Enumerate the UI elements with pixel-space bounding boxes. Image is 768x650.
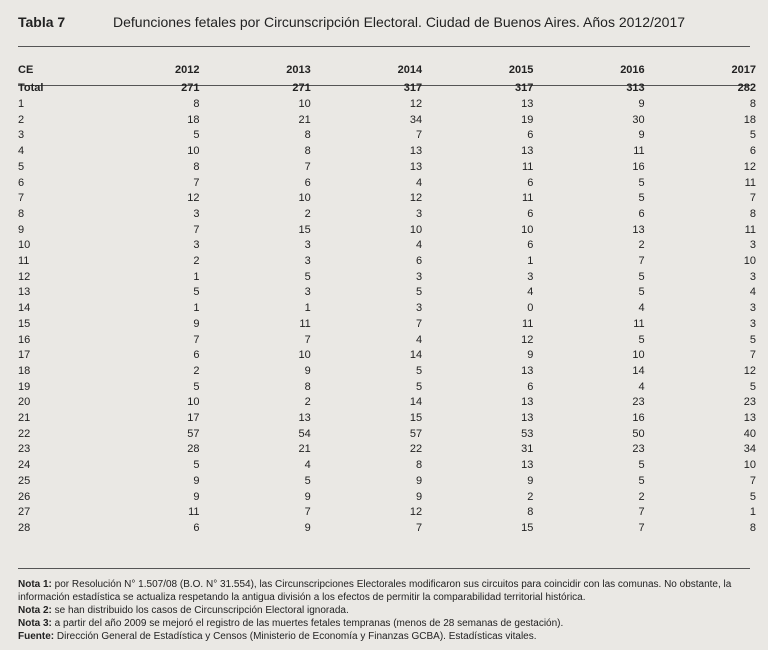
table-cell: 8 bbox=[193, 160, 200, 173]
table-cell: 28 bbox=[187, 443, 200, 456]
table-cell: 5 bbox=[638, 286, 645, 299]
column-header-ce: CE bbox=[18, 64, 34, 76]
table-cell: 11 bbox=[633, 145, 645, 158]
table-cell: 10 bbox=[298, 192, 311, 205]
table-cell: 10 bbox=[632, 349, 645, 362]
column-header-year: 2013 bbox=[286, 64, 311, 76]
table-row bbox=[18, 176, 756, 192]
table-cell: 5 bbox=[638, 176, 645, 189]
table-cell: 23 bbox=[632, 443, 645, 456]
table-cell: 2 bbox=[304, 396, 311, 409]
table-cell: 10 bbox=[187, 145, 200, 158]
table-cell: 11 bbox=[521, 192, 534, 205]
table-row bbox=[18, 521, 756, 537]
note-item bbox=[18, 604, 750, 617]
table-cell: 5 bbox=[193, 380, 200, 393]
table-cell: 6 bbox=[527, 129, 534, 142]
table-row bbox=[18, 395, 756, 411]
table-cell: 11 bbox=[521, 317, 534, 330]
table-cell: 13 bbox=[409, 160, 423, 173]
table-cell: 16 bbox=[632, 412, 645, 425]
row-label: 15 bbox=[18, 317, 31, 330]
row-label: 7 bbox=[18, 192, 25, 205]
table-cell: 7 bbox=[415, 521, 423, 534]
column-header-year: 2015 bbox=[508, 64, 534, 76]
table-cell: 3 bbox=[749, 270, 756, 283]
note-text: por Resolución N° 1.507/08 (B.O. N° 31.554), las Circunscripciones Electorales modificaron sus circuitos para coincidir con las comunas. No obstante, la información estadística se actualiza respetando la antigua división a los efectos de permitir la comparabilidad territorial histórica. bbox=[18, 579, 732, 603]
table-cell: 23 bbox=[632, 396, 645, 409]
table-cell: 317 bbox=[403, 81, 423, 94]
table-cell: 3 bbox=[304, 239, 311, 252]
table-cell: 5 bbox=[749, 380, 756, 393]
table-cell: 8 bbox=[749, 207, 756, 220]
row-label: 21 bbox=[18, 412, 31, 425]
table-cell: 8 bbox=[749, 98, 756, 110]
table-cell: 10 bbox=[743, 459, 756, 472]
row-label: 17 bbox=[18, 349, 31, 362]
table-cell: 7 bbox=[638, 521, 645, 534]
table-cell: 8 bbox=[193, 98, 200, 110]
row-label: 20 bbox=[18, 396, 31, 409]
table-cell: 3 bbox=[304, 255, 311, 268]
row-label: 18 bbox=[18, 364, 31, 377]
table-cell: 3 bbox=[749, 317, 756, 330]
table-cell: 12 bbox=[743, 364, 756, 377]
table-cell: 57 bbox=[409, 427, 423, 440]
table-cell: 1 bbox=[749, 506, 756, 519]
data-table bbox=[18, 60, 756, 537]
table-cell: 2 bbox=[638, 239, 645, 252]
table-row bbox=[18, 333, 756, 349]
table-cell: 6 bbox=[527, 239, 534, 252]
table-cell: 3 bbox=[415, 270, 423, 283]
table-row bbox=[18, 144, 756, 160]
table-cell: 11 bbox=[521, 160, 534, 173]
table-cell: 11 bbox=[744, 223, 756, 236]
table-cell: 12 bbox=[743, 160, 756, 173]
row-label: 5 bbox=[18, 160, 25, 173]
row-label: 8 bbox=[18, 207, 25, 220]
table-cell: 10 bbox=[298, 98, 311, 110]
table-cell: 10 bbox=[187, 396, 200, 409]
table-cell: 50 bbox=[632, 427, 645, 440]
table-cell: 9 bbox=[193, 317, 200, 330]
table-cell: 13 bbox=[632, 223, 645, 236]
table-cell: 53 bbox=[521, 427, 534, 440]
table-row bbox=[18, 458, 756, 474]
table-cell: 271 bbox=[292, 81, 311, 94]
table-cell: 6 bbox=[638, 207, 645, 220]
table-cell: 30 bbox=[632, 113, 645, 126]
table-cell: 12 bbox=[521, 333, 534, 346]
table-cell: 18 bbox=[187, 113, 200, 126]
table-cell: 2 bbox=[193, 364, 200, 377]
table-cell: 5 bbox=[638, 270, 645, 283]
table-cell: 13 bbox=[743, 412, 756, 425]
table-cell: 11 bbox=[633, 317, 645, 330]
table-cell: 1 bbox=[193, 302, 200, 315]
table-cell: 8 bbox=[415, 459, 423, 472]
table-cell: 7 bbox=[415, 129, 423, 142]
table-row bbox=[18, 301, 756, 317]
table-cell: 2 bbox=[193, 255, 200, 268]
table-row bbox=[18, 474, 756, 490]
table-row bbox=[18, 348, 756, 364]
table-cell: 317 bbox=[515, 81, 534, 94]
row-label: Total bbox=[18, 81, 44, 94]
table-cell: 13 bbox=[409, 145, 423, 158]
table-cell: 4 bbox=[415, 333, 423, 346]
table-cell: 14 bbox=[632, 364, 645, 377]
table-cell: 3 bbox=[304, 286, 311, 299]
row-label: 2 bbox=[18, 113, 25, 126]
table-row bbox=[18, 442, 756, 458]
note-item bbox=[18, 578, 750, 604]
table-row bbox=[18, 380, 756, 396]
table-cell: 34 bbox=[743, 443, 756, 456]
note-item bbox=[18, 630, 750, 643]
table-cell: 7 bbox=[415, 317, 423, 330]
table-cell: 6 bbox=[193, 521, 200, 534]
table-cell: 14 bbox=[409, 396, 423, 409]
table-cell: 8 bbox=[304, 129, 311, 142]
table-cell: 9 bbox=[415, 490, 423, 503]
table-cell: 5 bbox=[638, 192, 645, 205]
table-cell: 7 bbox=[749, 349, 756, 362]
column-header-year: 2017 bbox=[731, 64, 756, 76]
note-label: Fuente: bbox=[18, 631, 55, 642]
table-cell: 282 bbox=[737, 81, 756, 94]
table-cell: 9 bbox=[193, 474, 200, 487]
table-cell: 6 bbox=[527, 207, 534, 220]
row-label: 16 bbox=[18, 333, 31, 346]
table-cell: 8 bbox=[527, 506, 534, 519]
table-row bbox=[18, 113, 756, 129]
table-cell: 3 bbox=[193, 239, 200, 252]
table-row bbox=[18, 490, 756, 506]
table-cell: 6 bbox=[527, 176, 534, 189]
table-cell: 18 bbox=[743, 113, 756, 126]
table-cell: 3 bbox=[193, 207, 200, 220]
table-cell: 23 bbox=[743, 396, 756, 409]
table-cell: 15 bbox=[521, 521, 534, 534]
table-row bbox=[18, 207, 756, 223]
table-cell: 14 bbox=[409, 349, 423, 362]
table-cell: 6 bbox=[415, 255, 423, 268]
table-cell: 5 bbox=[638, 333, 645, 346]
row-label: 27 bbox=[18, 506, 31, 519]
top-rule bbox=[18, 46, 750, 47]
notes bbox=[18, 578, 750, 643]
table-cell: 313 bbox=[626, 81, 645, 94]
table-cell: 6 bbox=[304, 176, 311, 189]
table-cell: 15 bbox=[298, 223, 311, 236]
header-row bbox=[18, 60, 756, 80]
row-label: 1 bbox=[18, 98, 25, 110]
table-cell: 13 bbox=[298, 412, 311, 425]
table-cell: 8 bbox=[749, 521, 756, 534]
table-cell: 9 bbox=[527, 474, 534, 487]
table-cell: 10 bbox=[298, 349, 311, 362]
table-cell: 5 bbox=[415, 286, 423, 299]
table-cell: 7 bbox=[638, 255, 645, 268]
table-cell: 8 bbox=[304, 380, 311, 393]
row-label: 22 bbox=[18, 427, 31, 440]
table-row bbox=[18, 285, 756, 301]
column-header-year: 2012 bbox=[175, 64, 200, 76]
table-cell: 5 bbox=[749, 490, 756, 503]
table-cell: 9 bbox=[527, 349, 534, 362]
table-cell: 13 bbox=[521, 459, 534, 472]
table-cell: 12 bbox=[409, 506, 423, 519]
table-cell: 40 bbox=[743, 427, 756, 440]
row-label: 26 bbox=[18, 490, 31, 503]
table-cell: 3 bbox=[415, 302, 423, 315]
table-cell: 21 bbox=[298, 443, 311, 456]
table-cell: 5 bbox=[415, 380, 423, 393]
table-cell: 9 bbox=[638, 98, 645, 110]
table-cell: 7 bbox=[304, 506, 311, 519]
table-cell: 13 bbox=[521, 412, 534, 425]
table-cell: 8 bbox=[304, 145, 311, 158]
table-cell: 7 bbox=[304, 333, 311, 346]
row-label: 9 bbox=[18, 223, 25, 236]
table-row bbox=[18, 223, 756, 239]
table-cell: 4 bbox=[415, 176, 423, 189]
table-cell: 31 bbox=[521, 443, 534, 456]
note-text: a partir del año 2009 se mejoró el registro de las muertes fetales tempranas (menos de 28 semanas de gestación). bbox=[51, 618, 564, 629]
table-cell: 3 bbox=[749, 302, 756, 315]
table-cell: 4 bbox=[749, 286, 756, 299]
table-row bbox=[18, 128, 756, 144]
table-cell: 7 bbox=[749, 474, 756, 487]
table-cell: 6 bbox=[193, 349, 200, 362]
row-label: 25 bbox=[18, 474, 31, 487]
title-text: Defunciones fetales por Circunscripción Electoral. Ciudad de Buenos Aires. Años 2012/2017 bbox=[113, 14, 686, 30]
table-cell: 9 bbox=[304, 490, 311, 503]
row-label: 4 bbox=[18, 145, 25, 158]
row-label: 13 bbox=[18, 286, 31, 299]
table-cell: 1 bbox=[193, 270, 200, 283]
table-cell: 271 bbox=[181, 81, 200, 94]
table-cell: 10 bbox=[521, 223, 534, 236]
table-cell: 5 bbox=[749, 129, 756, 142]
table-cell: 5 bbox=[304, 474, 311, 487]
table-cell: 10 bbox=[409, 223, 423, 236]
table-cell: 10 bbox=[743, 255, 756, 268]
table-cell: 5 bbox=[415, 364, 423, 377]
table-cell: 5 bbox=[638, 459, 645, 472]
row-label: 28 bbox=[18, 521, 31, 534]
table-cell: 7 bbox=[749, 192, 756, 205]
table-cell: 5 bbox=[193, 459, 200, 472]
table-cell: 3 bbox=[749, 239, 756, 252]
table-cell: 1 bbox=[304, 302, 311, 315]
row-label: 14 bbox=[18, 302, 31, 315]
table-cell: 5 bbox=[638, 474, 645, 487]
table-cell: 3 bbox=[527, 270, 534, 283]
table-cell: 2 bbox=[527, 490, 534, 503]
row-label: 23 bbox=[18, 443, 31, 456]
table-cell: 3 bbox=[415, 207, 423, 220]
table-cell: 5 bbox=[304, 270, 311, 283]
bottom-rule bbox=[18, 568, 750, 569]
row-label: 6 bbox=[18, 176, 25, 189]
table-row bbox=[18, 97, 756, 113]
table-cell: 13 bbox=[521, 364, 534, 377]
table-cell: 0 bbox=[527, 302, 534, 315]
table-cell: 7 bbox=[193, 223, 200, 236]
table-cell: 17 bbox=[187, 412, 200, 425]
table-cell: 7 bbox=[638, 506, 645, 519]
table-cell: 1 bbox=[527, 255, 534, 268]
table-row bbox=[18, 364, 756, 380]
table-row bbox=[18, 160, 756, 176]
table-cell: 9 bbox=[304, 364, 311, 377]
table-row bbox=[18, 317, 756, 333]
table-row bbox=[18, 411, 756, 427]
table-row bbox=[18, 191, 756, 207]
row-label: 10 bbox=[18, 239, 31, 252]
table-cell: 12 bbox=[409, 192, 423, 205]
table-cell: 7 bbox=[193, 333, 200, 346]
table-cell: 2 bbox=[304, 207, 311, 220]
table-cell: 7 bbox=[304, 160, 311, 173]
table-cell: 9 bbox=[304, 521, 311, 534]
table-cell: 5 bbox=[193, 286, 200, 299]
table-cell: 16 bbox=[632, 160, 645, 173]
row-label: 11 bbox=[18, 255, 30, 268]
table-cell: 11 bbox=[744, 176, 756, 189]
note-item bbox=[18, 617, 750, 630]
table-cell: 13 bbox=[521, 98, 534, 110]
column-header-year: 2014 bbox=[397, 64, 423, 76]
table-row bbox=[18, 254, 756, 270]
total-row bbox=[18, 80, 756, 97]
note-text: se han distribuido los casos de Circunscripción Electoral ignorada. bbox=[51, 605, 349, 616]
table-cell: 4 bbox=[527, 286, 534, 299]
note-label: Nota 1: bbox=[18, 579, 52, 590]
table-cell: 7 bbox=[193, 176, 200, 189]
row-label: 19 bbox=[18, 380, 31, 393]
table-cell: 12 bbox=[409, 98, 423, 110]
table-cell: 4 bbox=[415, 239, 423, 252]
table-cell: 54 bbox=[298, 427, 311, 440]
table-number: Tabla 7 bbox=[18, 14, 66, 30]
column-header-year: 2016 bbox=[620, 64, 645, 76]
row-label: 3 bbox=[18, 129, 25, 142]
note-text: Dirección General de Estadística y Censos (Ministerio de Economía y Finanzas GCBA). Estadísticas vitales. bbox=[54, 631, 537, 642]
note-label: Nota 3: bbox=[18, 618, 52, 629]
table-row bbox=[18, 270, 756, 286]
table-cell: 12 bbox=[187, 192, 200, 205]
table-row bbox=[18, 427, 756, 443]
table-cell: 34 bbox=[409, 113, 423, 126]
table-cell: 9 bbox=[193, 490, 200, 503]
table-cell: 13 bbox=[521, 396, 534, 409]
table-cell: 11 bbox=[299, 317, 311, 330]
table-cell: 6 bbox=[527, 380, 534, 393]
note-label: Nota 2: bbox=[18, 605, 52, 616]
table-cell: 19 bbox=[521, 113, 534, 126]
table-cell: 9 bbox=[638, 129, 645, 142]
table-cell: 57 bbox=[187, 427, 200, 440]
table-cell: 15 bbox=[409, 412, 423, 425]
table-cell: 11 bbox=[188, 506, 200, 519]
row-label: 12 bbox=[18, 270, 31, 283]
table-cell: 4 bbox=[638, 302, 645, 315]
table-cell: 9 bbox=[415, 474, 423, 487]
table-row bbox=[18, 505, 756, 521]
table-cell: 21 bbox=[298, 113, 311, 126]
row-label: 24 bbox=[18, 459, 31, 472]
table-cell: 22 bbox=[409, 443, 423, 456]
table-cell: 2 bbox=[638, 490, 645, 503]
table-cell: 4 bbox=[304, 459, 311, 472]
table-title bbox=[18, 14, 750, 34]
table-cell: 5 bbox=[193, 129, 200, 142]
table-cell: 13 bbox=[521, 145, 534, 158]
table-cell: 5 bbox=[749, 333, 756, 346]
table-row bbox=[18, 238, 756, 254]
table-cell: 6 bbox=[749, 145, 756, 158]
table-cell: 4 bbox=[638, 380, 645, 393]
